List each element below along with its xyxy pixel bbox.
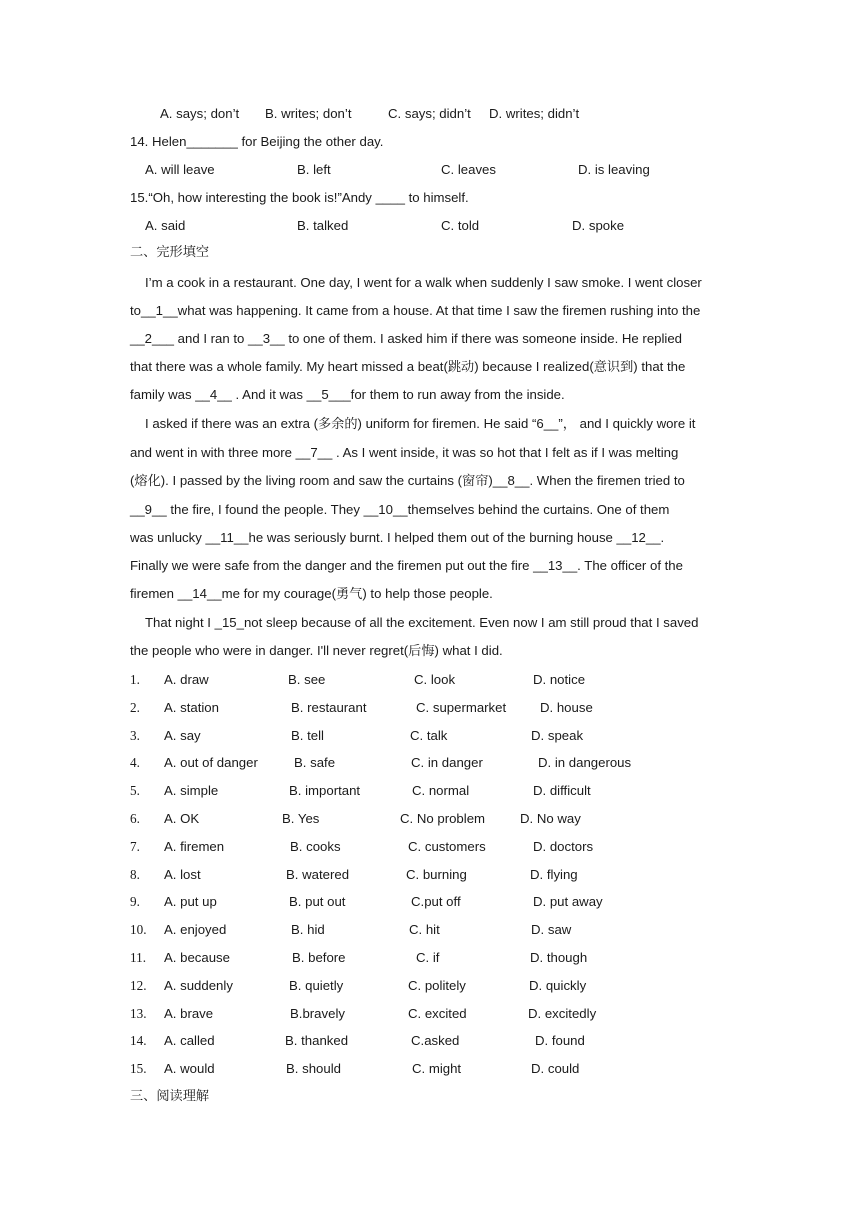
option-a: A. enjoyed bbox=[164, 922, 227, 938]
option-c: C. look bbox=[414, 672, 456, 687]
passage-line: family was __4__ . And it was __5___for them to run away from the inside. bbox=[130, 387, 565, 402]
option-b: B. writes; don’t bbox=[265, 106, 352, 121]
passage-line: Finally we were safe from the danger and the firemen put out the fire __13__. The officer of the bbox=[130, 558, 683, 573]
option-b: B. safe bbox=[294, 755, 336, 771]
passage-line: that there was a whole family. My heart missed a beat(跳动) because I realized(意识到) that the bbox=[130, 359, 686, 374]
option-d: D. found bbox=[535, 1033, 585, 1049]
option-c: C. No problem bbox=[400, 811, 486, 826]
option-c: C. supermarket bbox=[416, 699, 507, 715]
option-c: C. hit bbox=[409, 922, 440, 938]
passage-line: I asked if there was an extra (多余的) uniform for firemen. He said “6__”， and I quickly wore it bbox=[145, 416, 696, 431]
question-number: 14. bbox=[130, 1033, 147, 1049]
option-a: A. said bbox=[145, 218, 186, 233]
option-d: D. saw bbox=[531, 922, 572, 938]
question-number: 5. bbox=[130, 783, 140, 799]
option-a: A. put up bbox=[164, 894, 217, 910]
option-a: A. says; don’t bbox=[160, 106, 240, 121]
option-a: A. lost bbox=[164, 866, 201, 882]
option-c: C. excited bbox=[408, 1005, 467, 1021]
question-number: 13. bbox=[130, 1005, 147, 1021]
option-b: B. talked bbox=[297, 218, 349, 233]
option-d: D. speak bbox=[531, 727, 584, 743]
option-d: D. quickly bbox=[529, 977, 587, 993]
option-c: C. told bbox=[441, 218, 480, 233]
question-number: 7. bbox=[130, 838, 140, 854]
option-d: D. is leaving bbox=[578, 162, 650, 177]
option-a: A. firemen bbox=[164, 838, 225, 854]
option-d: D. flying bbox=[530, 866, 578, 882]
option-b: B. thanked bbox=[285, 1033, 349, 1049]
option-a: A. would bbox=[164, 1061, 215, 1077]
option-c: C.put off bbox=[411, 894, 461, 910]
option-d: D. excitedly bbox=[528, 1005, 597, 1021]
option-b: B. tell bbox=[291, 727, 324, 743]
option-a: A. because bbox=[164, 950, 230, 965]
question-number: 10. bbox=[130, 922, 147, 938]
option-c: C. if bbox=[416, 950, 440, 965]
option-a: A. out of danger bbox=[164, 755, 258, 771]
option-b: B. watered bbox=[286, 866, 350, 882]
question-number: 15. bbox=[130, 1061, 147, 1077]
passage-line: was unlucky __11__he was seriously burnt. I helped them out of the burning house __12__. bbox=[130, 530, 665, 545]
option-a: A. station bbox=[164, 699, 219, 715]
question-number: 12. bbox=[130, 977, 147, 993]
passage-line: __9__ the fire, I found the people. They __10__themselves behind the curtains. One of them bbox=[130, 502, 670, 517]
option-b: B. left bbox=[297, 162, 331, 177]
option-d: D. could bbox=[531, 1061, 580, 1077]
question-number: 8. bbox=[130, 866, 140, 882]
passage-line: That night I _15_not sleep because of all the excitement. Even now I am still proud that I saved bbox=[145, 615, 699, 630]
option-d: D. doctors bbox=[533, 838, 594, 854]
question-number: 11. bbox=[130, 950, 146, 965]
option-c: C. politely bbox=[408, 977, 466, 993]
option-c: C.asked bbox=[411, 1033, 460, 1049]
option-c: C. in danger bbox=[411, 755, 483, 771]
option-b: B. put out bbox=[289, 894, 346, 910]
option-d: D. No way bbox=[520, 811, 581, 826]
section-title-reading: 三、阅读理解 bbox=[130, 1089, 210, 1104]
option-a: A. brave bbox=[164, 1005, 214, 1021]
option-c: C. burning bbox=[406, 866, 467, 882]
option-b: B. see bbox=[288, 672, 326, 687]
option-a: A. suddenly bbox=[164, 977, 233, 993]
question-number: 6. bbox=[130, 811, 140, 826]
option-c: C. customers bbox=[408, 838, 486, 854]
option-c: C. might bbox=[412, 1061, 462, 1077]
question-number: 3. bbox=[130, 727, 140, 743]
option-b: B. cooks bbox=[290, 838, 341, 854]
option-b: B. Yes bbox=[282, 811, 320, 826]
option-b: B. important bbox=[289, 783, 361, 799]
option-d: D. spoke bbox=[572, 218, 625, 233]
q14-stem: 14. Helen_______ for Beijing the other day. bbox=[130, 134, 384, 149]
option-c: C. talk bbox=[410, 727, 448, 743]
option-a: A. will leave bbox=[145, 162, 215, 177]
option-a: A. called bbox=[164, 1033, 215, 1049]
question-number: 9. bbox=[130, 894, 140, 910]
option-d: D. in dangerous bbox=[538, 755, 632, 771]
option-d: D. difficult bbox=[533, 783, 591, 799]
option-a: A. simple bbox=[164, 783, 219, 799]
option-b: B.bravely bbox=[290, 1005, 345, 1021]
option-d: D. though bbox=[530, 950, 588, 965]
option-c: C. normal bbox=[412, 783, 470, 799]
option-d: D. writes; didn’t bbox=[489, 106, 580, 121]
option-b: B. quietly bbox=[289, 977, 344, 993]
option-a: A. draw bbox=[164, 672, 209, 687]
passage-line: to__1__what was happening. It came from a house. At that time I saw the firemen rushing into the bbox=[130, 303, 701, 318]
question-number: 4. bbox=[130, 755, 140, 771]
option-b: B. before bbox=[292, 950, 346, 965]
option-d: D. house bbox=[540, 699, 593, 715]
option-c: C. leaves bbox=[441, 162, 496, 177]
passage-line: and went in with three more __7__ . As I went inside, it was so hot that I felt as if I was melting bbox=[130, 445, 679, 460]
option-b: B. hid bbox=[291, 922, 325, 938]
passage-line: firemen __14__me for my courage(勇气) to help those people. bbox=[130, 586, 493, 601]
option-b: B. should bbox=[286, 1061, 341, 1077]
passage-line: __2___ and I ran to __3__ to one of them. I asked him if there was someone inside. He replied bbox=[130, 331, 683, 346]
option-b: B. restaurant bbox=[291, 699, 367, 715]
option-a: A. say bbox=[164, 727, 201, 743]
option-a: A. OK bbox=[164, 811, 200, 826]
q15-stem: 15.“Oh, how interesting the book is!”Andy ____ to himself. bbox=[130, 190, 469, 205]
question-number: 2. bbox=[130, 699, 140, 715]
question-number: 1. bbox=[130, 672, 140, 687]
section-title-cloze: 二、完形填空 bbox=[130, 245, 210, 260]
option-c: C. says; didn’t bbox=[388, 106, 471, 121]
option-d: D. notice bbox=[533, 672, 586, 687]
passage-line: I’m a cook in a restaurant. One day, I went for a walk when suddenly I saw smoke. I went closer bbox=[145, 275, 702, 290]
passage-line: (熔化). I passed by the living room and saw the curtains (窗帘)__8__. When the firemen tried to bbox=[130, 473, 685, 488]
passage-line: the people who were in danger. I'll never regret(后悔) what I did. bbox=[130, 643, 503, 658]
option-d: D. put away bbox=[533, 894, 603, 910]
